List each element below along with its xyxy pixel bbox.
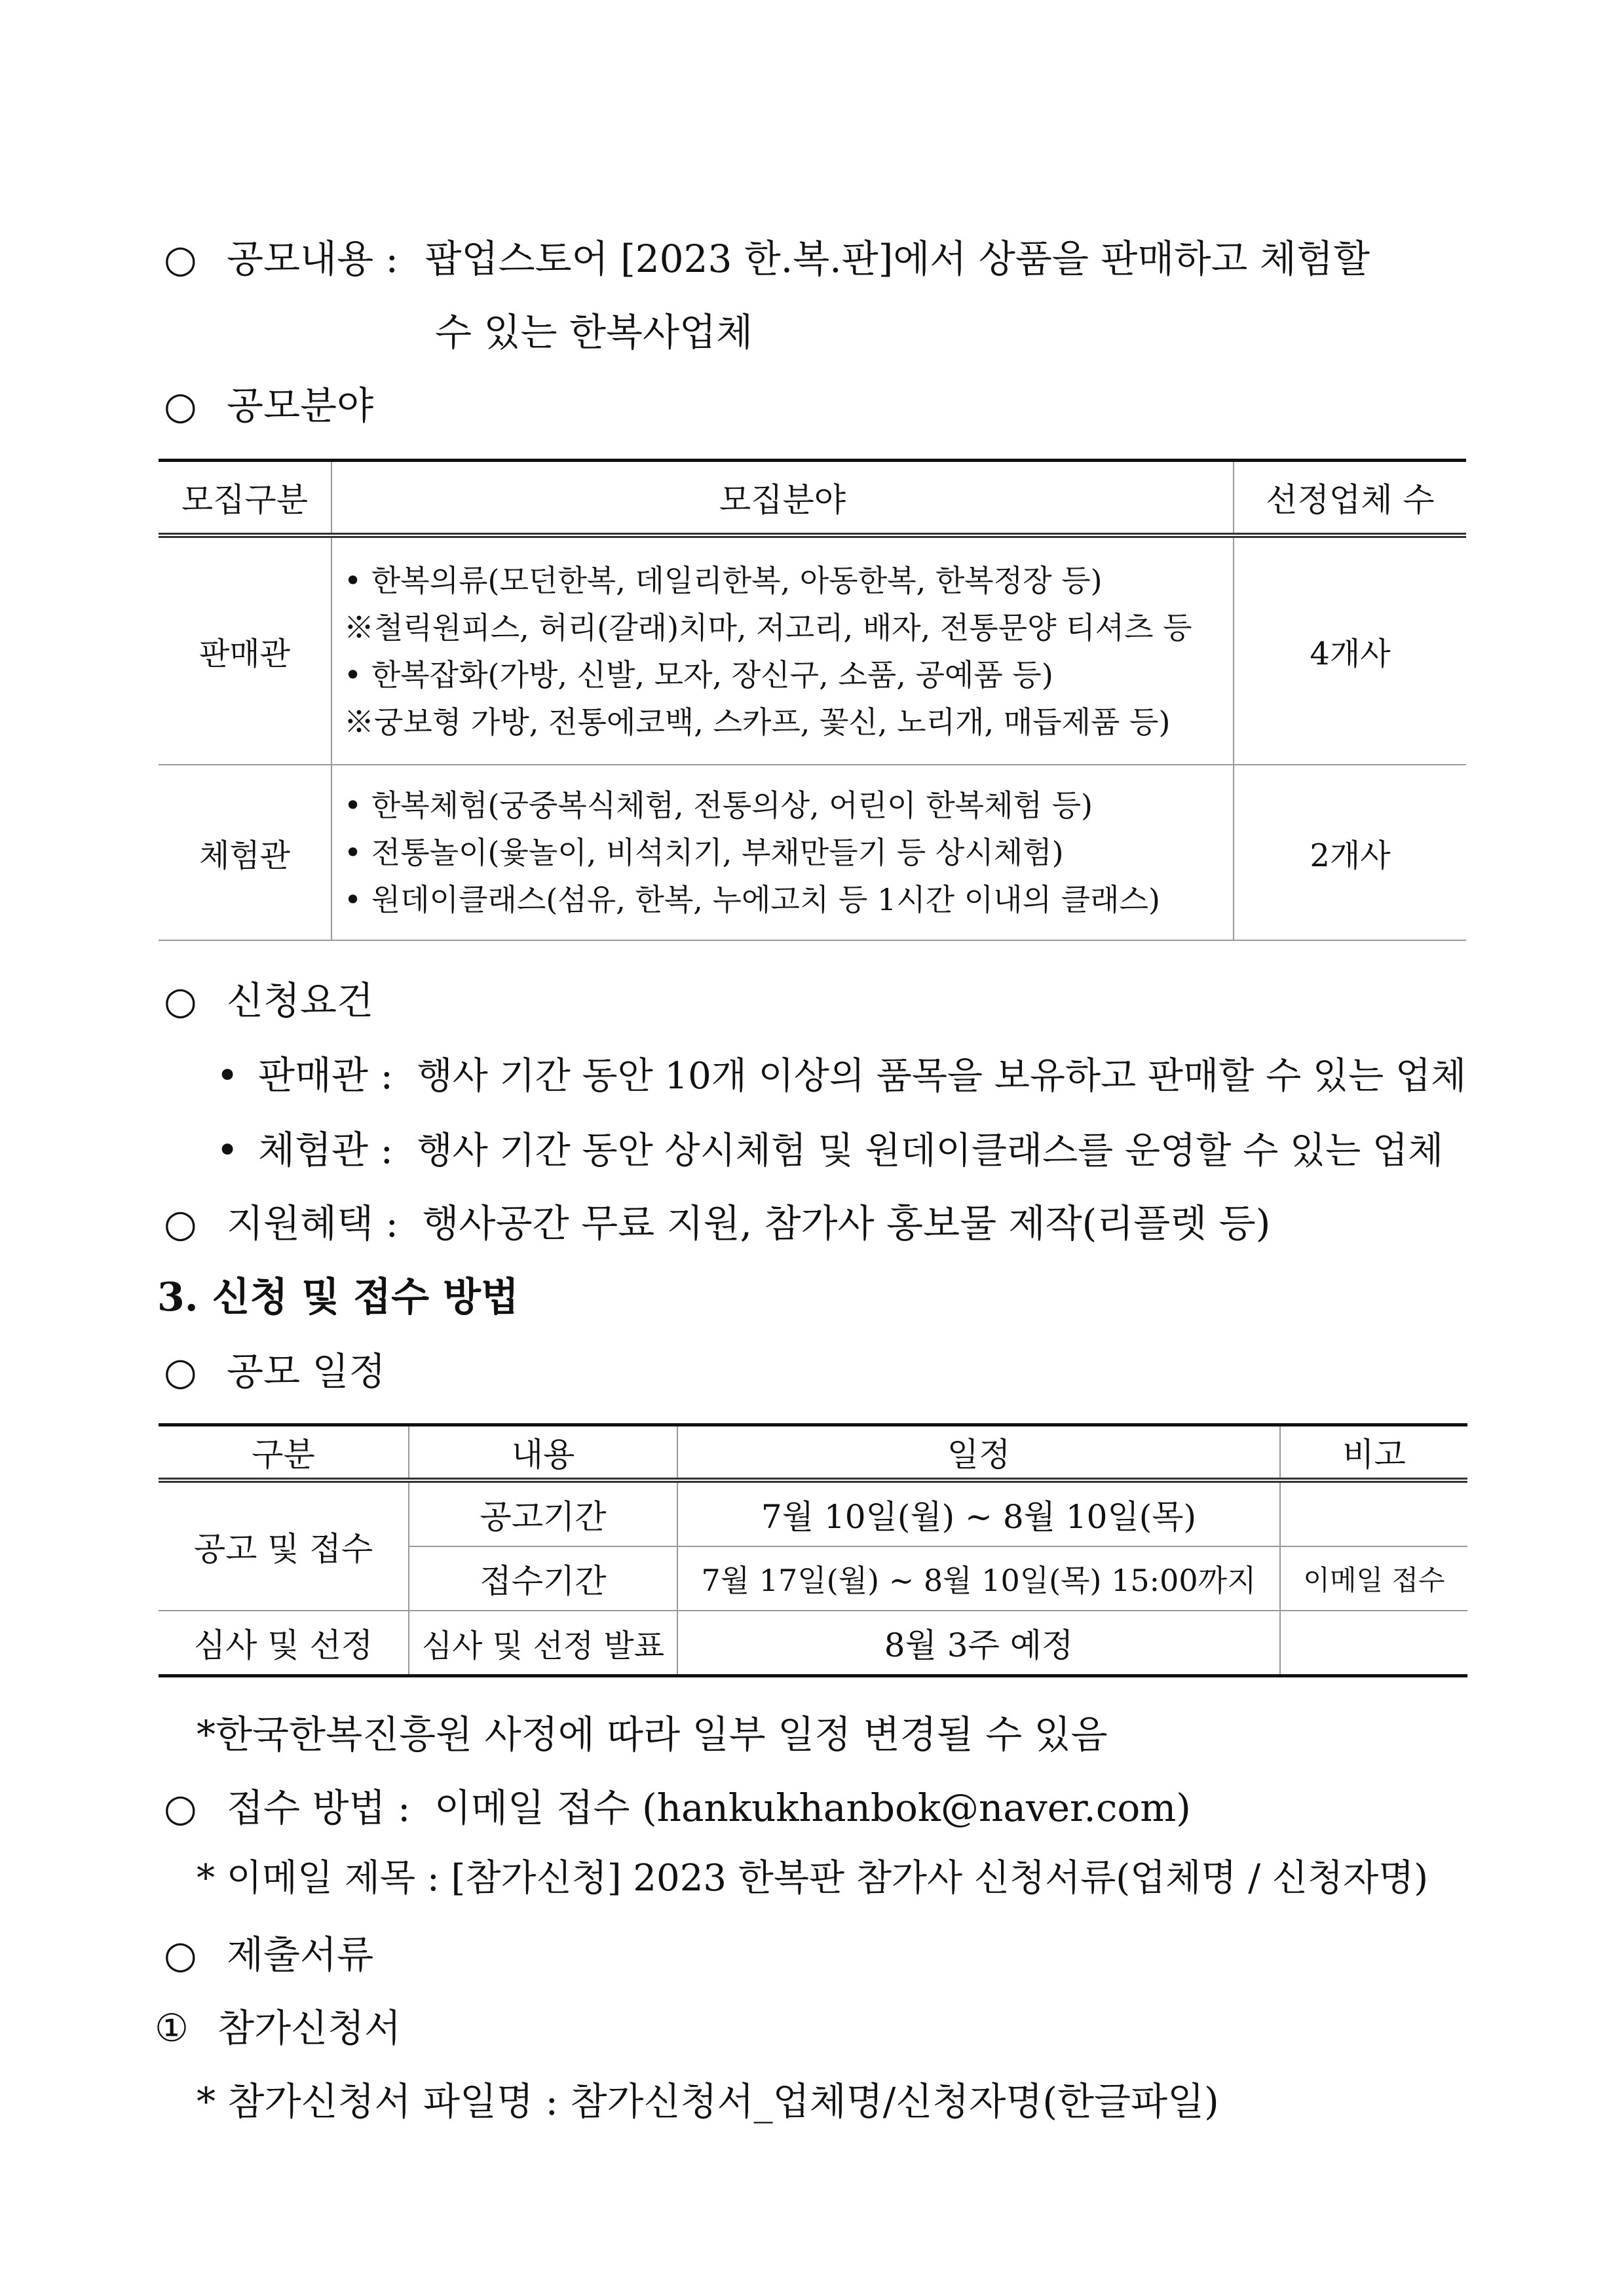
circle-bullet: ○: [164, 1201, 197, 1246]
section3-heading: 3. 신청 및 접수 방법: [157, 1274, 519, 1320]
receipt-label: 접수 방법 :: [227, 1786, 411, 1830]
row-date: 7월 17일(월) ~ 8월 10일(목) 15:00까지: [677, 1546, 1280, 1611]
doc1-filename: * 참가신청서 파일명 : 참가신청서_업체명/신청자명(한글파일): [197, 2079, 1219, 2124]
list-item: ※철릭원피스, 허리(갈래)치마, 저고리, 배자, 전통문양 티셔츠 등: [344, 609, 1192, 645]
list-item: • 전통놀이(윷놀이, 비석치기, 부채만들기 등 상시체험): [344, 835, 1064, 870]
requirements-label: 신청요건: [227, 978, 374, 1023]
row-content: 공고기간: [409, 1480, 677, 1546]
receipt-text: 이메일 접수 (hankukhanbok@naver.com): [434, 1786, 1191, 1830]
row-date: 8월 3주 예정: [677, 1611, 1280, 1676]
row-date: 7월 10일(월) ~ 8월 10일(목): [677, 1480, 1280, 1546]
list-item: ※궁보형 가방, 전통에코백, 스카프, 꽃신, 노리개, 매듭제품 등): [344, 704, 1171, 740]
header-field: 모집분야: [331, 461, 1234, 536]
row-group: 심사 및 선정: [159, 1611, 409, 1676]
receipt-line: [164, 1777, 1191, 1832]
dot-bullet: •: [216, 1128, 239, 1172]
circle-bullet: ○: [164, 978, 197, 1023]
table-header-row: [159, 461, 1466, 536]
content-line-2: 수 있는 한복사업체: [435, 310, 753, 354]
header-count: 선정업체 수: [1234, 461, 1466, 536]
content-label: 공모내용 :: [227, 237, 399, 281]
row-note: 이메일 접수: [1280, 1546, 1467, 1611]
row-items: [331, 765, 1234, 940]
header-date: 일정: [677, 1425, 1280, 1481]
support-label: 지원혜택 :: [227, 1201, 399, 1246]
field-label: 공모분야: [227, 383, 374, 428]
req-exp-text: 행사 기간 동안 상시체험 및 원데이클래스를 운영할 수 있는 업체: [417, 1130, 1444, 1172]
circled-number: ①: [155, 2006, 189, 2050]
support-line: [164, 1193, 1270, 1248]
schedule-label: 공모 일정: [227, 1349, 386, 1394]
table-header-row: [159, 1425, 1467, 1481]
list-item: • 한복잡화(가방, 신발, 모자, 장신구, 소품, 공예품 등): [344, 657, 1053, 693]
row-category: 체험관: [159, 765, 331, 940]
schedule-line: [164, 1341, 386, 1396]
header-category: 모집구분: [159, 461, 331, 536]
header-division: 구분: [159, 1425, 409, 1481]
row-note: [1280, 1611, 1467, 1676]
circle-bullet: ○: [164, 383, 197, 428]
table-row: [159, 1480, 1467, 1546]
req-sales-text: 행사 기간 동안 10개 이상의 품목을 보유하고 판매할 수 있는 업체: [417, 1055, 1467, 1098]
field-line: [164, 375, 373, 430]
doc1-line: [155, 1997, 401, 2052]
row-count: 4개사: [1234, 535, 1466, 765]
req-exp-label: 체험관 :: [258, 1128, 394, 1172]
row-content: 심사 및 선정 발표: [409, 1611, 677, 1676]
circle-bullet: ○: [164, 237, 197, 281]
table-row: [159, 1611, 1467, 1676]
list-item: • 한복의류(모던한복, 데일리한복, 아동한복, 한복정장 등): [344, 562, 1103, 598]
doc1-label: 참가신청서: [217, 2006, 402, 2050]
header-content: 내용: [409, 1425, 677, 1481]
schedule-note: *한국한복진흥원 사정에 따라 일부 일정 변경될 수 있음: [197, 1712, 1108, 1757]
req-sales-label: 판매관 :: [258, 1053, 394, 1098]
list-item: • 한복체험(궁중복식체험, 전통의상, 어린이 한복체험 등): [344, 788, 1093, 823]
content-text-1: 팝업스토어 [2023 한.복.판]에서 상품을 판매하고 체험할: [425, 237, 1370, 281]
requirements-line: [164, 970, 373, 1025]
req-sales-line: [216, 1044, 1466, 1100]
list-item: • 원데이클래스(섬유, 한복, 누에고치 등 1시간 이내의 클래스): [344, 882, 1160, 917]
email-subject: * 이메일 제목 : [참가신청] 2023 한복판 참가사 신청서류(업체명 / 신청자명): [197, 1857, 1429, 1900]
dot-bullet: •: [216, 1053, 239, 1098]
row-content: 접수기간: [409, 1546, 677, 1611]
header-note: 비고: [1280, 1425, 1467, 1481]
schedule-table: [159, 1423, 1467, 1677]
row-group: 공고 및 접수: [159, 1480, 409, 1611]
row-note: [1280, 1480, 1467, 1546]
circle-bullet: ○: [164, 1786, 197, 1830]
docs-label: 제출서류: [227, 1932, 374, 1977]
table-row: [159, 535, 1466, 765]
circle-bullet: ○: [164, 1349, 197, 1394]
circle-bullet: ○: [164, 1932, 197, 1977]
docs-line: [164, 1924, 373, 1979]
row-category: 판매관: [159, 535, 331, 765]
req-exp-line: [216, 1119, 1443, 1174]
support-text: 행사공간 무료 지원, 참가사 홍보물 제작(리플렛 등): [422, 1201, 1271, 1246]
row-items: [331, 535, 1234, 765]
field-table: [159, 459, 1466, 941]
content-line-1: [164, 228, 1370, 283]
table-row: [159, 765, 1466, 940]
row-count: 2개사: [1234, 765, 1466, 940]
